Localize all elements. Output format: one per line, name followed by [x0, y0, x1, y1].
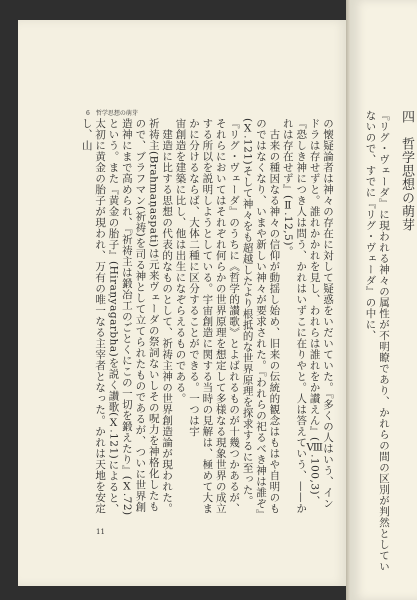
paragraph: 『リグ・ヴェーダ』に現われる神々の属性が不明瞭であり、かれらの間の区別が判然としていないので、すでに『リグ・ヴェーダ』の中に、 [364, 110, 390, 572]
running-head: 6 哲学思想の萌芽 [86, 110, 138, 117]
right-body-text [356, 110, 416, 580]
paragraph: の懐疑論者は神々の存在に対して疑惑をいだいていた。『多くの人はいう、インドラは存せずと。誰れかかれを見し、われらは誰れをか讃えん』(Ⅷ.100,3)、『恐しき神につき人は問う、かれはいずこに在りやと。人は答えていう、——かれは存在せず』(Ⅱ.12,5)。 [281, 118, 334, 514]
page-number: 11 [96, 528, 105, 536]
paragraph: 宙創造を建築に比し、他は出生になぞらえるものである。 [174, 118, 187, 404]
paragraph: 建造に比する思想の代表的なものとして、祈祷主神の世界創造論が現われた。祈祷主(Brahmaṇaspati)は元来ヴェーダの祭詞ないしその呪力を神格化したもので、ブラフマン(祈祷)を司る神として立てられたものであるが、ついに世界創造神にまで高められ、『祈祷主は鍛冶工のごとくにこの一切を鍛えたり』(Ⅹ.72)という。また『黄金の胎子』(Hiraṇyagarbha)を説く讃歌(Ⅹ.121)によると、太初に黄金の胎子が現われ、万有の唯一なる主宰者となった。かれは天地を安定し、山 [80, 118, 174, 516]
paragraph: 古来の種因なる神々の信仰が動揺し始め、旧来の伝統的観念はもはや自明のものではなくなり、いまや新しい神々が要求された。『われらの祀るべき神は誰ぞ』(Ⅹ.121)そして神々をも超越したより根抵的な世界原理を探求するに至った。『リグ・ヴェーダ』のうちに《哲学的讃歌》とよばれるものが十幾つかあるが、それらにおいてはそれぞれ何らかの世界原理を想定して多様なる現象世界の成立する所以を説明しようとしている。宇宙創造に関する当時の見解は、極めて大まかに分けるならば、大体二種に区分することができる。一つは宇 [187, 118, 281, 515]
section-title: 四 哲学思想の萌芽 [399, 110, 414, 232]
left-body-text [80, 118, 334, 518]
